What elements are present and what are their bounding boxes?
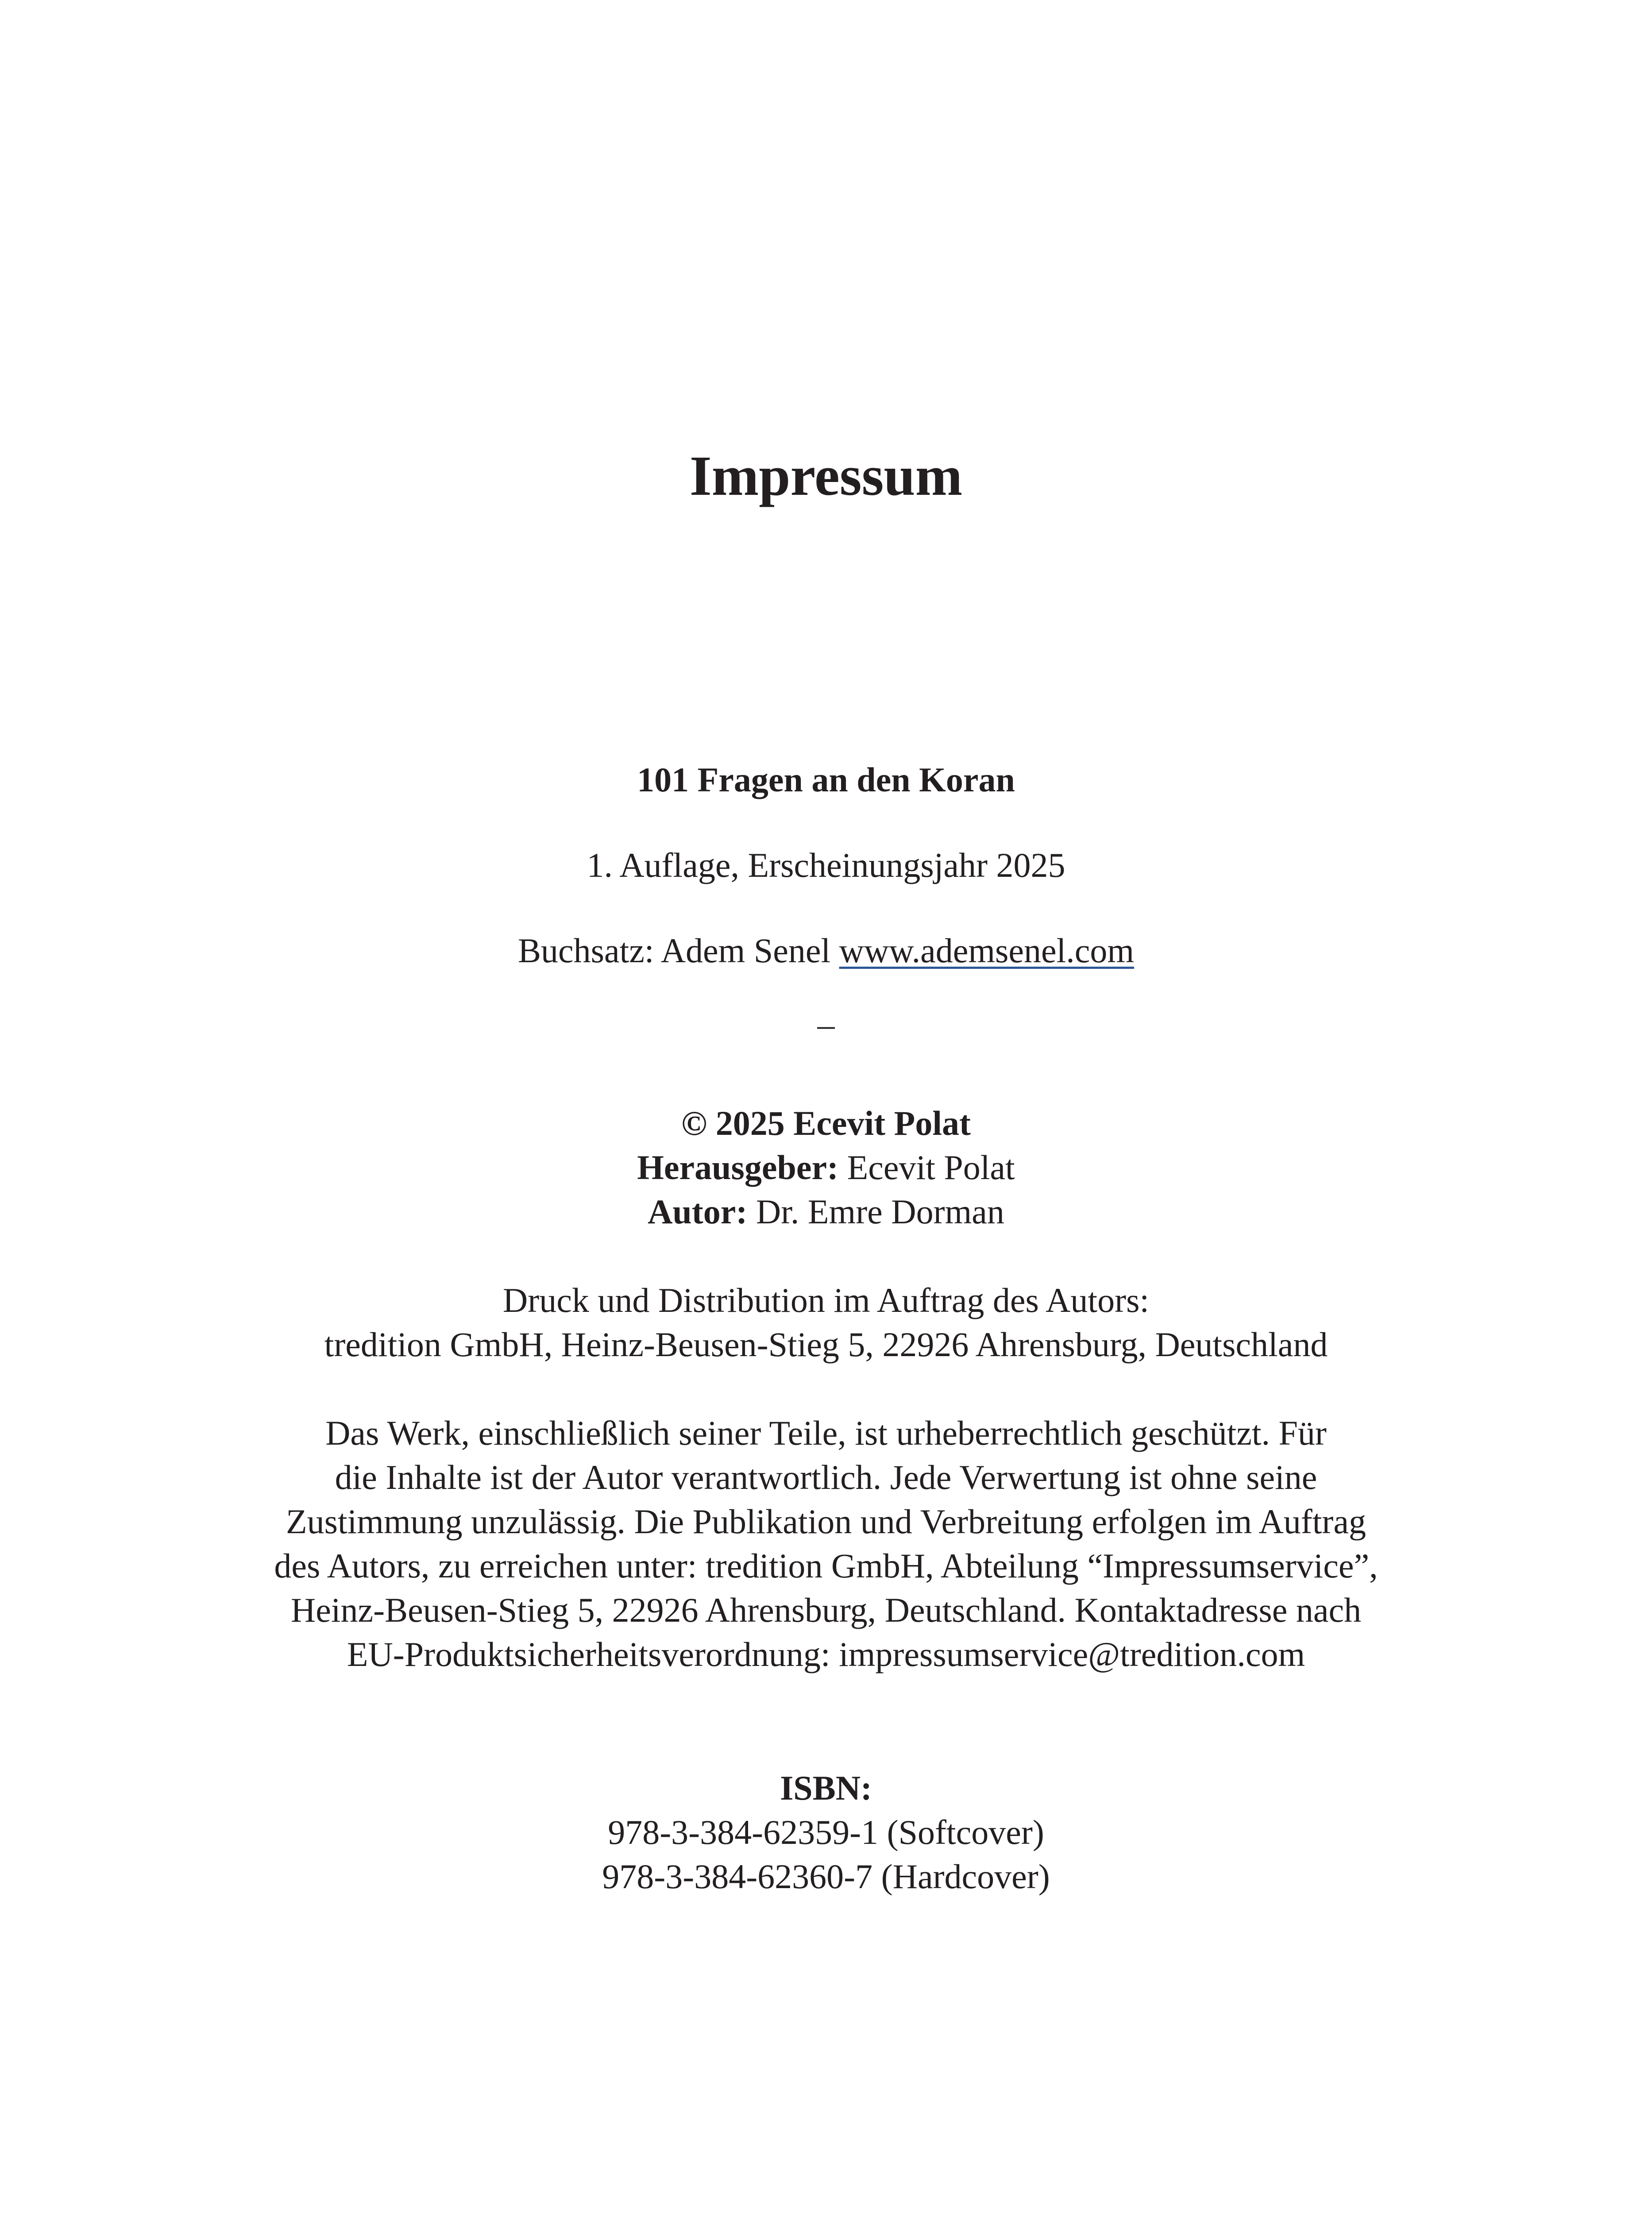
typesetter-website-link[interactable]: www.ademsenel.com — [839, 931, 1135, 970]
typesetting-label: Buchsatz: Adem Senel — [517, 931, 831, 970]
author-label: Autor: — [648, 1192, 748, 1231]
author-line — [0, 1190, 1652, 1234]
printing-line-2: tredition GmbH, Heinz-Beusen-Stieg 5, 22926 Ahrensburg, Deutschland — [324, 1325, 1328, 1364]
book-title: 101 Fragen an den Koran — [637, 760, 1015, 799]
credits-block — [0, 1101, 1652, 1234]
legal-line: die Inhalte ist der Autor verantwortlich. Jede Verwertung ist ohne seine — [335, 1458, 1317, 1496]
isbn-softcover: 978-3-384-62359-1 (Softcover) — [608, 1813, 1044, 1851]
legal-line: Das Werk, einschließlich seiner Teile, ist urheberrechtlich geschützt. Für — [325, 1414, 1327, 1452]
legal-line: Heinz-Beusen-Stieg 5, 22926 Ahrensburg, Deutschland. Kontaktadresse nach — [290, 1591, 1362, 1629]
separator-dash: – — [817, 1005, 835, 1044]
page-title: Impressum — [689, 444, 963, 507]
legal-line: des Autors, zu erreichen unter: tredition GmbH, Abteilung “Impressumservice”, — [274, 1546, 1378, 1585]
publisher-value: Ecevit Polat — [847, 1148, 1015, 1187]
isbn-label: ISBN: — [780, 1769, 872, 1807]
author-value: Dr. Emre Dorman — [756, 1192, 1004, 1231]
isbn-block — [0, 1766, 1652, 1899]
publisher-label: Herausgeber: — [637, 1148, 839, 1187]
publisher-line — [0, 1145, 1652, 1190]
typesetting-credit — [0, 929, 1652, 973]
legal-notice — [0, 1411, 1652, 1677]
legal-line: Zustimmung unzulässig. Die Publikation und Verbreitung erfolgen im Auftrag — [286, 1502, 1366, 1541]
copyright-line: © 2025 Ecevit Polat — [681, 1104, 971, 1142]
printing-line-1: Druck und Distribution im Auftrag des Autors: — [502, 1281, 1150, 1319]
printing-block — [0, 1278, 1652, 1367]
isbn-hardcover: 978-3-384-62360-7 (Hardcover) — [602, 1857, 1050, 1896]
edition-info: 1. Auflage, Erscheinungsjahr 2025 — [587, 846, 1065, 884]
legal-line: EU-Produktsicherheitsverordnung: impressumservice@tredition.com — [347, 1635, 1305, 1673]
